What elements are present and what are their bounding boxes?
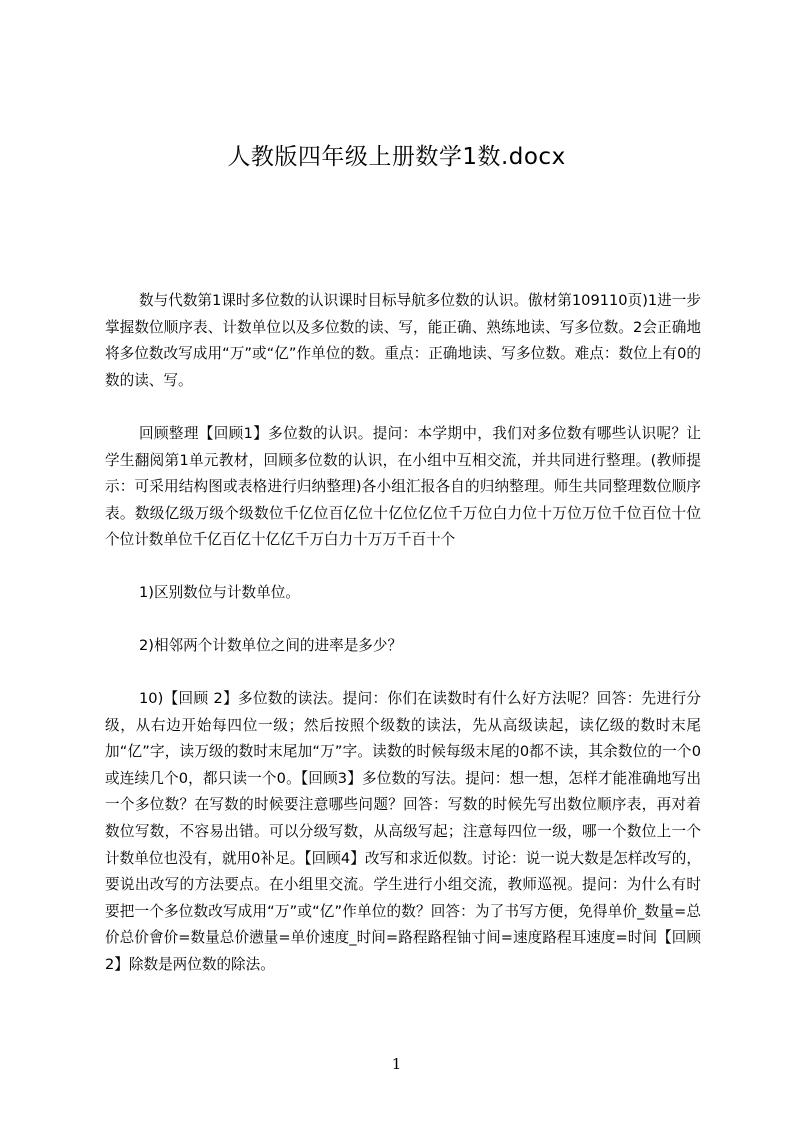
paragraph-question-2: 2)相邻两个计数单位之间的进率是多少？ xyxy=(139,637,403,654)
paragraph-lesson-objectives: 数与代数第1课时多位数的认识课时目标导航多位数的认识。傲材第109110页)1进一步掌握数位顺序表、计数单位以及多位数的读、写，能正确、熟练地读、写多位数。2会正确地将多位数改写成用“万”或“亿”作单位的数。重点：正确地读、写多位数。难点：数位上有0的数的读、写。 xyxy=(105,292,701,389)
paragraph-question-1: 1)区别数位与计数单位。 xyxy=(139,584,300,601)
paragraph-reading-writing-methods: 10)【回顾 2】多位数的读法。提问：你们在读数时有什么好方法呢？回答：先进行分级，从右边开始每四位一级；然后按照个级数的读法，先从高级读起，读亿级的数时末尾加“亿”字，读万级的数时末尾加“万”字。读数的时候每级末尾的0都不读，其余数位的一个0或连续几个0，都只读一个0。【回顾3】多位数的写法。提问：想一想，怎样才能准确地写出一个多位数？在写数的时候要注意哪些问题？回答：写数的时候先写出数位顺序表，再对着数位写数，不容易出错。可以分级写数，从高级写起；注意每四位一级，哪一个数位上一个计数单位也没有，就用0补足。【回顾4】改写和求近似数。讨论：说一说大数是怎样改写的，要说出改写的方法要点。在小组里交流。学生进行小组交流，教师巡视。提问：为什么有时要把一个多位数改写成用“万”或“亿”作单位的数？回答：为了书写方便，免得单价_数量=总价总价會价=数量总价懑量=单价速度_时间=路程路程铀寸间=速度路程耳速度=时间【回顾2】除数是两位数的除法。 xyxy=(105,690,701,973)
document-title: 人教版四年级上册数学1数.docx xyxy=(227,144,566,170)
page-number: 1 xyxy=(391,1055,402,1073)
paragraph-review-multi-digit: 回顾整理【回顾1】多位数的认识。提问：本学期中，我们对多位数有哪些认识呢？让学生翻阅第1单元教材，回顾多位数的认识，在小组中互相交流，并共同进行整理。(教师提示：可采用结构图或表格进行归纳整理)各小组汇报各自的归纳整理。师生共同整理数位顺序表。数级亿级万级个级数位千亿位百亿位十亿位亿位千万位白力位十万位万位千位百位十位个位计数单位千亿百亿十亿亿千万白力十万万千百十个 xyxy=(105,425,701,549)
